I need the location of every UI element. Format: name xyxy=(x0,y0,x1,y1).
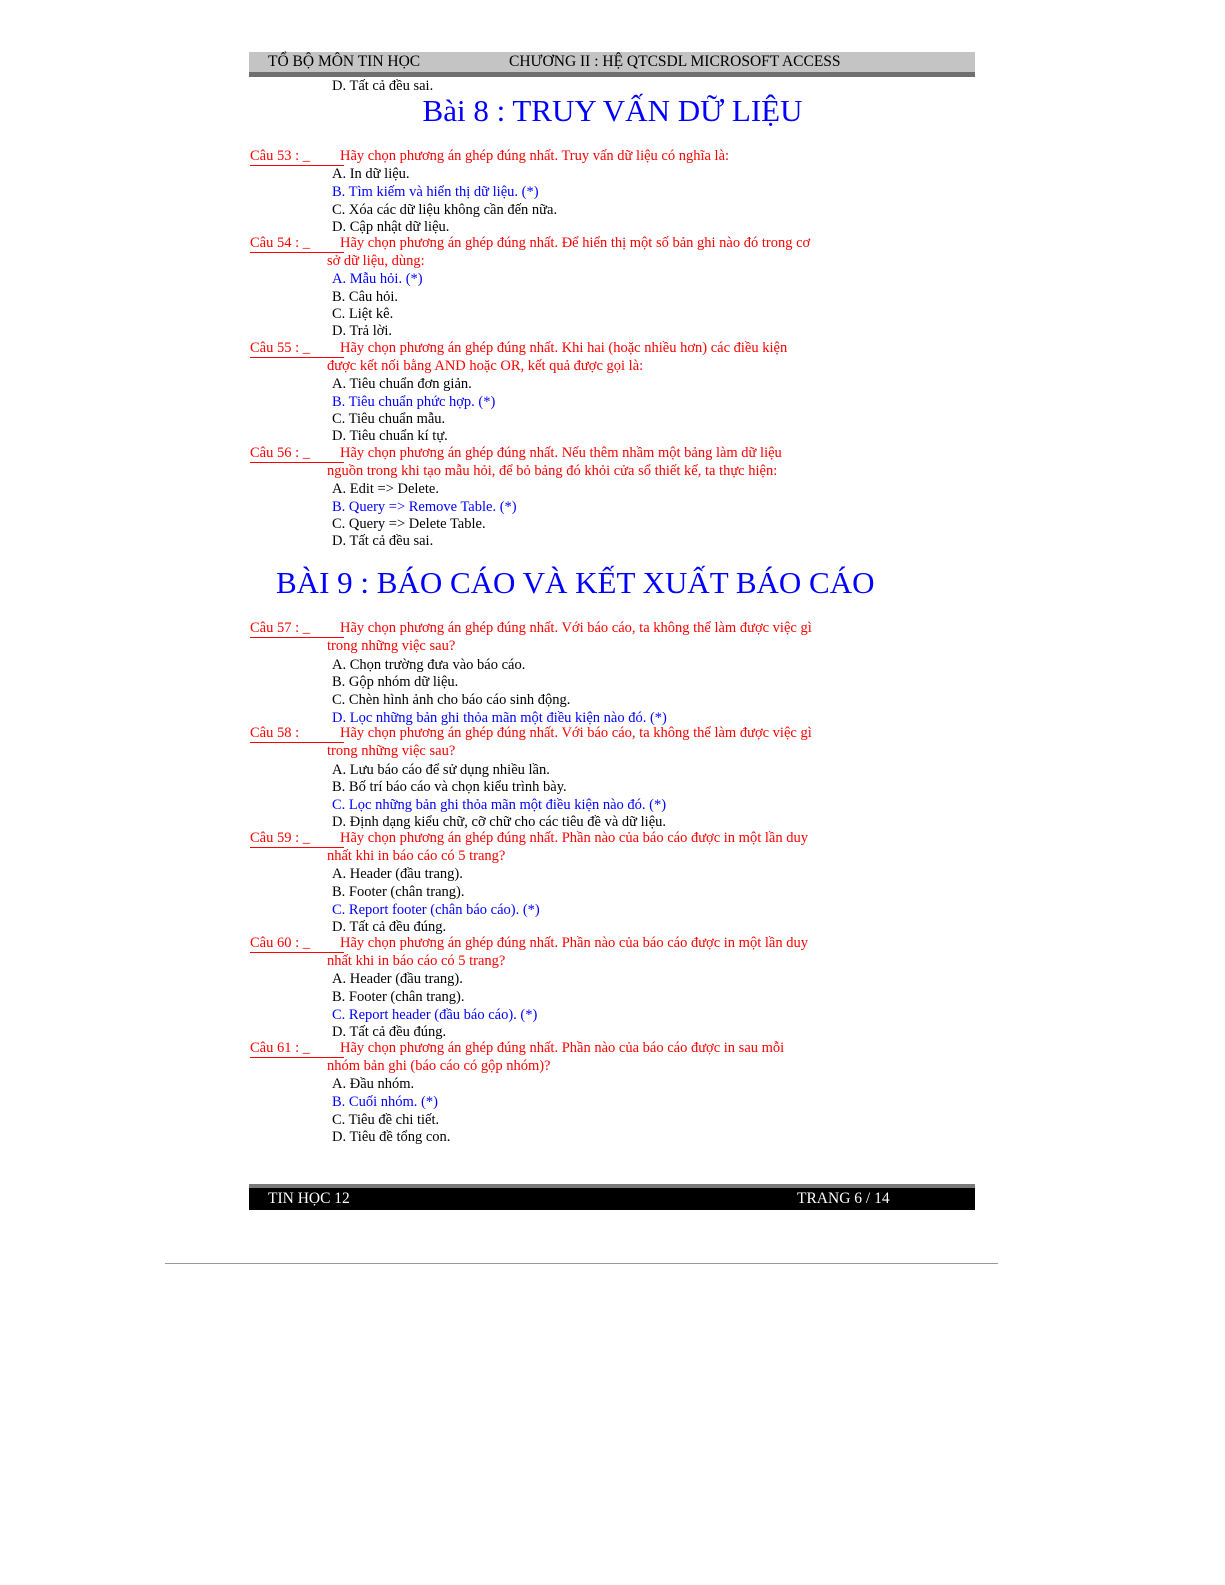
question-61-text: Hãy chọn phương án ghép đúng nhất. Phần nào của báo cáo được in sau mỗi xyxy=(340,1040,785,1056)
question-60-label: Câu 60 : _ xyxy=(250,935,344,953)
question-59-text: Hãy chọn phương án ghép đúng nhất. Phần nào của báo cáo được in một lần duy xyxy=(340,830,808,846)
question-56-option-b: B. Query => Remove Table. (*) xyxy=(332,499,517,515)
question-57-text: Hãy chọn phương án ghép đúng nhất. Với báo cáo, ta không thể làm được việc gì xyxy=(340,620,812,636)
question-58-text: Hãy chọn phương án ghép đúng nhất. Với báo cáo, ta không thể làm được việc gì xyxy=(340,725,812,741)
question-56-label: Câu 56 : _ xyxy=(250,445,344,463)
question-54-option-b: B. Câu hỏi. xyxy=(332,289,399,305)
header-department: TỔ BỘ MÔN TIN HỌC xyxy=(268,53,421,70)
question-61-option-b: B. Cuối nhóm. (*) xyxy=(332,1094,438,1110)
question-59-label: Câu 59 : _ xyxy=(250,830,344,848)
question-59-option-b: B. Footer (chân trang). xyxy=(332,884,465,900)
question-53-text: Hãy chọn phương án ghép đúng nhất. Truy vấn dữ liệu có nghĩa là: xyxy=(340,148,730,164)
question-54-label: Câu 54 : _ xyxy=(250,235,344,253)
question-58-label: Câu 58 : xyxy=(250,725,344,743)
question-54-text: Hãy chọn phương án ghép đúng nhất. Để hiển thị một số bản ghi nào đó trong cơ xyxy=(340,235,811,251)
question-58-text-cont: trong những việc sau? xyxy=(327,743,456,759)
question-53-label: Câu 53 : _ xyxy=(250,148,344,166)
question-60-option-c: C. Report header (đầu báo cáo). (*) xyxy=(332,1007,538,1023)
question-53-option-d: D. Cập nhật dữ liệu. xyxy=(332,219,450,235)
question-57-option-b: B. Gộp nhóm dữ liệu. xyxy=(332,674,459,690)
question-59-text-cont: nhất khi in báo cáo có 5 trang? xyxy=(327,848,506,864)
question-56-option-c: C. Query => Delete Table. xyxy=(332,516,486,532)
question-60-text-cont: nhất khi in báo cáo có 5 trang? xyxy=(327,953,506,969)
question-55-text: Hãy chọn phương án ghép đúng nhất. Khi hai (hoặc nhiều hơn) các điều kiện xyxy=(340,340,788,356)
question-58-option-a: A. Lưu báo cáo để sử dụng nhiều lần. xyxy=(332,762,550,778)
question-61-text-cont: nhóm bản ghi (báo cáo có gộp nhóm)? xyxy=(327,1058,551,1074)
page-header xyxy=(249,52,975,77)
question-60-option-a: A. Header (đầu trang). xyxy=(332,971,463,987)
question-55-option-d: D. Tiêu chuẩn kí tự. xyxy=(332,428,448,444)
page-separator xyxy=(165,1263,998,1264)
question-55-text-cont: được kết nối bằng AND hoặc OR, kết quả được gọi là: xyxy=(327,358,644,374)
question-55-option-a: A. Tiêu chuẩn đơn giản. xyxy=(332,376,472,392)
question-55-option-c: C. Tiêu chuẩn mẫu. xyxy=(332,411,446,427)
question-54-option-c: C. Liệt kê. xyxy=(332,306,394,322)
question-61-option-d: D. Tiêu đề tổng con. xyxy=(332,1129,451,1145)
question-56-text: Hãy chọn phương án ghép đúng nhất. Nếu thêm nhầm một bảng làm dữ liệu xyxy=(340,445,782,461)
question-58-option-c: C. Lọc những bản ghi thỏa mãn một điều kiện nào đó. (*) xyxy=(332,797,667,813)
page-footer xyxy=(249,1184,975,1210)
question-53-option-b: B. Tìm kiếm và hiển thị dữ liệu. (*) xyxy=(332,184,539,200)
question-53-option-a: A. In dữ liệu. xyxy=(332,166,410,182)
question-54-option-a: A. Mẫu hỏi. (*) xyxy=(332,271,423,287)
question-55-label: Câu 55 : _ xyxy=(250,340,344,358)
question-59-option-c: C. Report footer (chân báo cáo). (*) xyxy=(332,902,540,918)
question-57-option-d: D. Lọc những bản ghi thỏa mãn một điều kiện nào đó. (*) xyxy=(332,710,667,726)
question-59-option-a: A. Header (đầu trang). xyxy=(332,866,463,882)
question-53-option-c: C. Xóa các dữ liệu không cần đến nữa. xyxy=(332,202,558,218)
question-54-option-d: D. Trả lời. xyxy=(332,323,393,339)
previous-question-tail: D. Tất cả đều sai. xyxy=(332,78,434,94)
question-57-label: Câu 57 : _ xyxy=(250,620,344,638)
section-8-title: Bài 8 : TRUY VẤN DỮ LIỆU xyxy=(422,93,803,128)
question-56-text-cont: nguồn trong khi tạo mẫu hỏi, để bỏ bảng đó khỏi cửa sổ thiết kế, ta thực hiện: xyxy=(327,463,778,479)
page-number: TRANG 6 / 14 xyxy=(797,1190,890,1207)
header-chapter: CHƯƠNG II : HỆ QTCSDL MICROSOFT ACCESS xyxy=(509,53,841,70)
question-56-option-d: D. Tất cả đều sai. xyxy=(332,533,434,549)
question-61-label: Câu 61 : _ xyxy=(250,1040,344,1058)
question-61-option-a: A. Đầu nhóm. xyxy=(332,1076,415,1092)
question-61-option-c: C. Tiêu đề chi tiết. xyxy=(332,1112,440,1128)
question-57-text-cont: trong những việc sau? xyxy=(327,638,456,654)
question-58-option-b: B. Bố trí báo cáo và chọn kiểu trình bày. xyxy=(332,779,567,795)
question-58-option-d: D. Định dạng kiểu chữ, cỡ chữ cho các tiêu đề và dữ liệu. xyxy=(332,814,667,830)
question-57-option-a: A. Chọn trường đưa vào báo cáo. xyxy=(332,657,526,673)
footer-subject: TIN HỌC 12 xyxy=(268,1190,350,1207)
question-54-text-cont: sở dữ liệu, dùng: xyxy=(327,253,425,269)
question-60-text: Hãy chọn phương án ghép đúng nhất. Phần nào của báo cáo được in một lần duy xyxy=(340,935,808,951)
question-60-option-b: B. Footer (chân trang). xyxy=(332,989,465,1005)
question-59-option-d: D. Tất cả đều đúng. xyxy=(332,919,447,935)
question-56-option-a: A. Edit => Delete. xyxy=(332,481,439,497)
question-57-option-c: C. Chèn hình ảnh cho báo cáo sinh động. xyxy=(332,692,571,708)
question-55-option-b: B. Tiêu chuẩn phức hợp. (*) xyxy=(332,394,496,410)
question-60-option-d: D. Tất cả đều đúng. xyxy=(332,1024,447,1040)
section-9-title: BÀI 9 : BÁO CÁO VÀ KẾT XUẤT BÁO CÁO xyxy=(276,565,875,600)
